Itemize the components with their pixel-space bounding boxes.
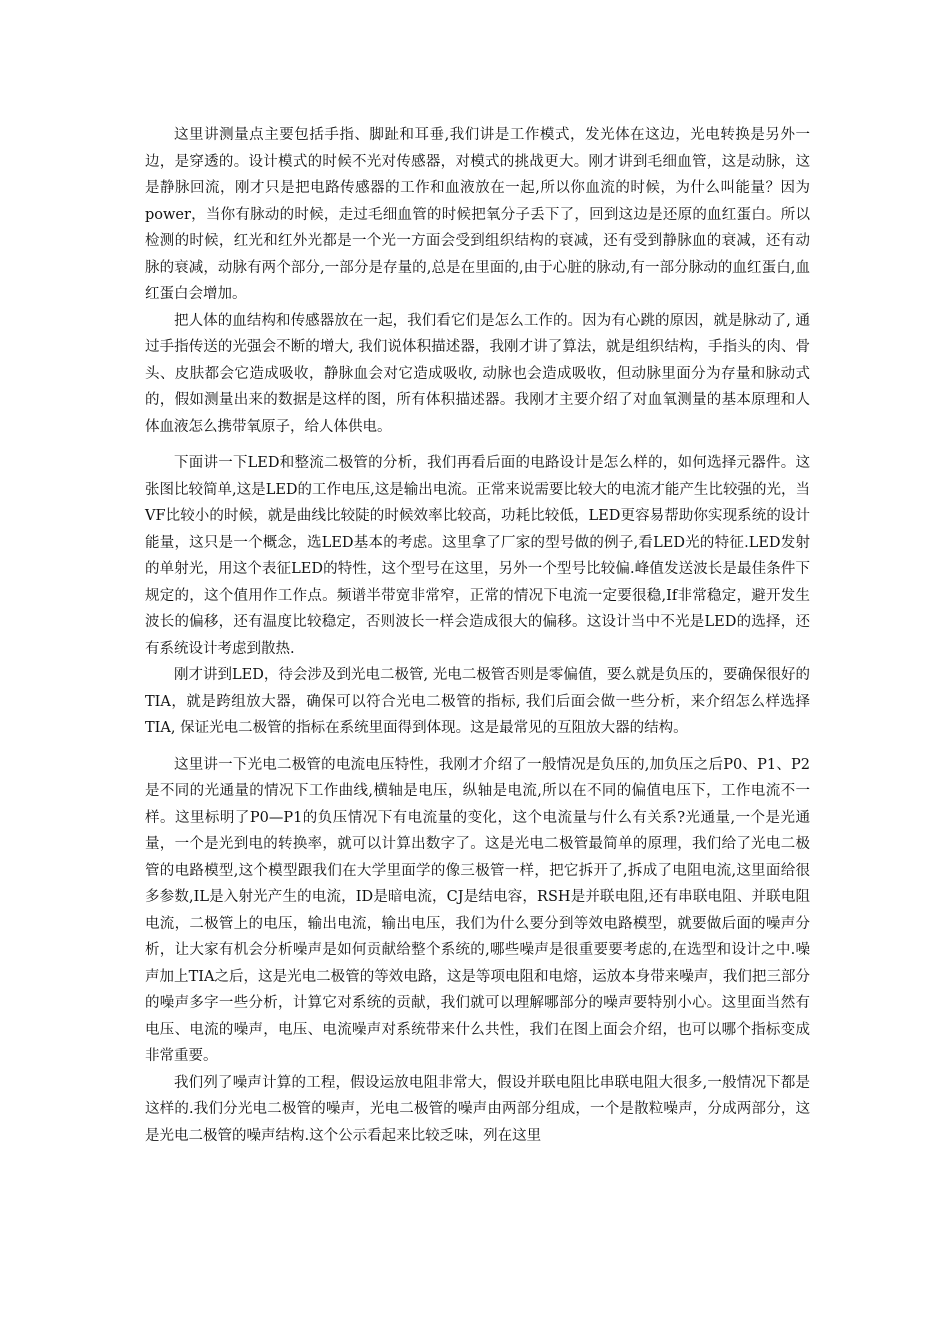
- document-body: [145, 122, 810, 1149]
- paragraph-led-analysis: 下面讲一下LED和整流二极管的分析，我们再看后面的电路设计是怎么样的，如何选择元器件。这张图比较简单,这是LED的工作电压,这是输出电流。正常来说需要比较大的电流才能产生比较强的光，当VF比较小的时候，就是曲线比较陡的时候效率比较高，功耗比较低，LED更容易帮助你实现系统的设计能量，这只是一个概念，选LED基本的考虑。这里拿了厂家的型号做的例子,看LED光的特征.LED发射的单射光，用这个表征LED的特性，这个型号在这里，另外一个型号比较偏.峰值发送波长是最佳条件下规定的，这个值用作工作点。频谱半带宽非常窄，正常的情况下电流一定要很稳,If非常稳定，避开发生波长的偏移，还有温度比较稳定，否则波长一样会造成很大的偏移。这设计当中不光是LED的选择，还有系统设计考虑到散热.: [145, 455, 810, 657]
- paragraph-noise-calculation: 我们列了噪声计算的工程，假设运放电阻非常大，假设并联电阻比串联电阻大很多,一般情况下都是这样的.我们分光电二极管的噪声，光电二极管的噪声由两部分组成，一个是散粒噪声，分成两部分，这是光电二极管的噪声结构.这个公示看起来比较乏味，列在这里: [145, 1074, 810, 1144]
- paragraph-photodiode-characteristics: 这里讲一下光电二极管的电流电压特性，我刚才介绍了一般情况是负压的,加负压之后P0、P1、P2是不同的光通量的情况下工作曲线,横轴是电压，纵轴是电流,所以在不同的偏值电压下，工作电流不一样。这里标明了P0—P1的负压情况下有电流量的变化，这个电流量与什么有关系?光通量,一个是光通量，一个是光到电的转换率，就可以计算出数字了。这是光电二极管最简单的原理，我们给了光电二极管的电路模型,这个模型跟我们在大学里面学的像三极管一样，把它拆开了,拆成了电阻电流,这里面给很多参数,IL是入射光产生的电流，ID是暗电流，CJ是结电容，RSH是并联电阻,还有串联电阻、并联电阻电流，二极管上的电压，输出电流，输出电压，我们为什么要分到等效电路模型，就要做后面的噪声分析，让大家有机会分析噪声是如何贡献给整个系统的,哪些噪声是很重要要考虑的,在选型和设计之中.噪声加上TIA之后，这是光电二极管的等效电路，这是等项电阻和电熔，运放本身带来噪声，我们把三部分的噪声多字一些分析，计算它对系统的贡献，我们就可以理解哪部分的噪声要特别小心。这里面当然有电压、电流的噪声，电压、电流噪声对系统带来什么共性，我们在图上面会介绍，也可以哪个指标变成非常重要。: [145, 756, 810, 1064]
- paragraph-photodiode-tia: 刚才讲到LED，待会涉及到光电二极管, 光电二极管否则是零偏值，要么就是负压的，要确保很好的TIA，就是跨组放大器，确保可以符合光电二极管的指标, 我们后面会做一些分析，来介绍怎么样选择TIA, 保证光电二极管的指标在系统里面得到体现。这是最常见的互阻放大器的结构。: [145, 667, 810, 736]
- paragraph-blood-structure: 把人体的血结构和传感器放在一起，我们看它们是怎么工作的。因为有心跳的原因，就是脉动了, 通过手指传送的光强会不断的增大, 我们说体积描述器，我刚才讲了算法，就是组织结构，手指头的肉、骨头、皮肤都会它造成吸收，静脉血会对它造成吸收, 动脉也会造成吸收，但动脉里面分为存量和脉动式的，假如测量出来的数据是这样的图，所有体积描述器。我刚才主要介绍了对血氧测量的基本原理和人体血液怎么携带氧原子，给人体供电。: [145, 312, 810, 435]
- paragraph-measurement-points: 这里讲测量点主要包括手指、脚趾和耳垂,我们讲是工作模式，发光体在这边，光电转换是另外一边，是穿透的。设计模式的时候不光对传感器，对模式的挑战更大。刚才讲到毛细血管，这是动脉，这是静脉回流，刚才只是把电路传感器的工作和血液放在一起,所以你血流的时候，为什么叫能量？因为power，当你有脉动的时候，走过毛细血管的时候把氧分子丢下了，回到这边是还原的血红蛋白。所以检测的时候，红光和红外光都是一个光一方面会受到组织结构的衰减，还有受到静脉血的衰减，还有动脉的衰减，动脉有两个部分,一部分是存量的,总是在里面的,由于心脏的脉动,有一部分脉动的血红蛋白,血红蛋白会增加。: [145, 127, 810, 302]
